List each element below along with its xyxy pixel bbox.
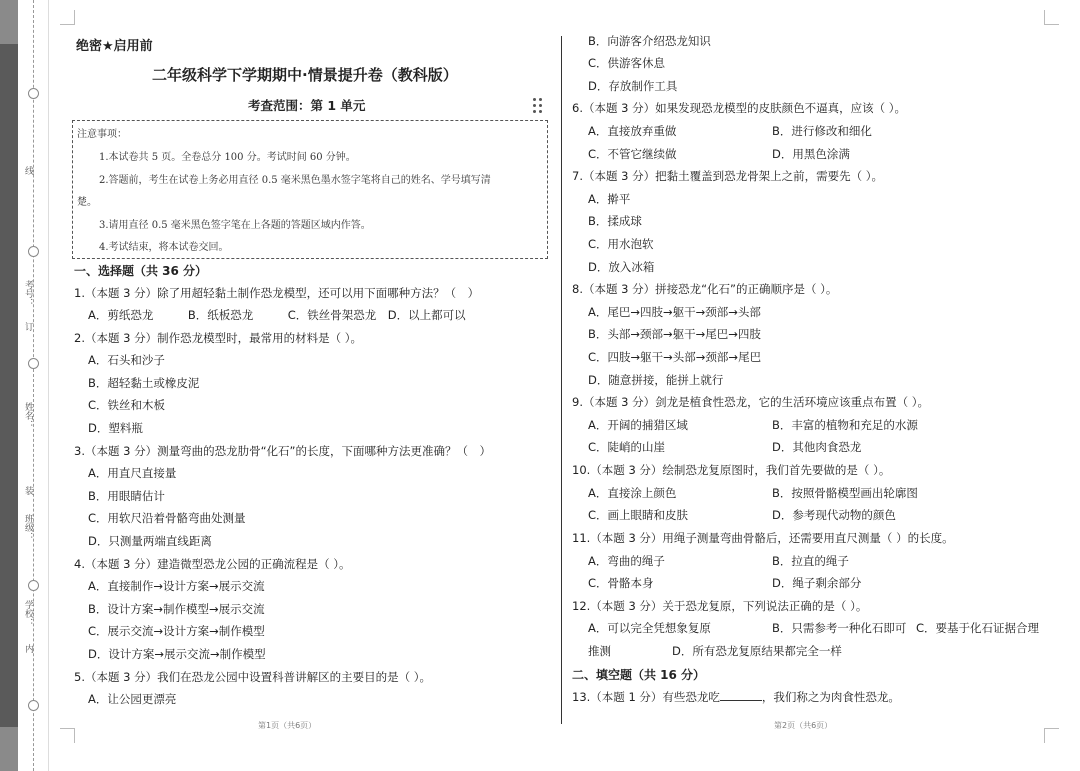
- question-option: D．随意拼接，能拼上就行: [588, 373, 724, 387]
- notice-item: 2.答题前，考生在试卷上务必用直径 0.5 毫米黑色墨水签字笔将自己的姓名、学号填写清: [99, 175, 491, 186]
- gutter-label-zhuang: 装: [23, 486, 33, 495]
- question-stem: 7.（本题 3 分）把黏土覆盖到恐龙骨架上之前，需要先（ ）。: [572, 169, 884, 183]
- question-option: C．要基于化石证据合理: [916, 621, 1040, 635]
- question-option: D．只测量两端直线距离: [88, 534, 212, 548]
- question-option: C．陡峭的山崖: [588, 440, 666, 454]
- question-option: C．四肢→躯干→头部→颈部→尾巴: [588, 350, 762, 364]
- question-option: A．直接涂上颜色: [588, 486, 677, 500]
- question-stem: 6.（本题 3 分）如果发现恐龙模型的皮肤颜色不逼真，应该（ ）。: [572, 101, 907, 115]
- viewer-side-strip-bottom: [0, 727, 18, 771]
- exam-title: 二年级科学下学期期中·情景提升卷（教科版）: [152, 66, 458, 84]
- gutter-label-class: 班级：: [23, 514, 33, 541]
- notice-box: [72, 120, 548, 259]
- section-heading-choice: 一、选择题（共 36 分）: [74, 264, 208, 278]
- question-option: C．用水泡软: [588, 237, 654, 251]
- question-option: B．用眼睛估计: [88, 489, 165, 503]
- question-option: A．弯曲的绳子: [588, 554, 665, 568]
- question-option: D．其他肉食恐龙: [772, 440, 862, 454]
- question-stem: 8.（本题 3 分）拼接恐龙“化石”的正确顺序是（ ）。: [572, 282, 838, 296]
- question-option: B．丰富的植物和充足的水源: [772, 418, 918, 432]
- question-option: C．骨骼本身: [588, 576, 654, 590]
- section-heading-fill: 二、填空题（共 16 分）: [572, 668, 706, 682]
- question-option: B．进行修改和细化: [772, 124, 872, 138]
- question-option: C．不管它继续做: [588, 147, 677, 161]
- exam-page: [48, 0, 1080, 771]
- binding-circle: [28, 700, 39, 711]
- question-option: A．剪纸恐龙 B．纸板恐龙 C．铁丝骨架恐龙 D．以上都可以: [88, 308, 466, 322]
- binding-circle: [28, 580, 39, 591]
- notice-item: 4.考试结束，将本试卷交回。: [99, 242, 229, 253]
- notice-item: 3.请用直径 0.5 毫米黑色签字笔在上各题的答题区域内作答。: [99, 220, 371, 231]
- question-option: C．展示交流→设计方案→制作模型: [88, 624, 265, 638]
- left-column: [48, 0, 558, 771]
- question-option: A．直接放弃重做: [588, 124, 677, 138]
- gutter-label-nei: 内: [23, 644, 33, 653]
- question-option: D．用黑色涂满: [772, 147, 850, 161]
- question-option: A．可以完全凭想象复原: [588, 621, 711, 635]
- question-stem: 12.（本题 3 分）关于恐龙复原，下列说法正确的是（ ）。: [572, 599, 868, 613]
- question-option: B．向游客介绍恐龙知识: [588, 34, 711, 48]
- question-option: D．设计方案→展示交流→制作模型: [88, 647, 266, 661]
- question-option: A．开阔的捕猎区域: [588, 418, 688, 432]
- right-column: [568, 0, 1074, 771]
- binding-gutter: [18, 0, 49, 771]
- fill-question-text: 13.（本题 1 分）有些恐龙吃: [572, 690, 720, 704]
- question-stem: 11.（本题 3 分）用绳子测量弯曲骨骼后，还需要用直尺测量（ ）的长度。: [572, 531, 954, 545]
- secret-mark: 绝密★启用前: [76, 39, 153, 54]
- gutter-label-exam-no: 考号：: [23, 280, 33, 307]
- question-stem: 1.（本题 3 分）除了用超轻黏土制作恐龙模型，还可以用下面哪种方法？（ ）: [74, 286, 480, 300]
- answer-blank[interactable]: [720, 690, 762, 701]
- question-option: D．绳子剩余部分: [772, 576, 862, 590]
- fill-question-text: ，我们称之为肉食性恐龙。: [761, 690, 900, 704]
- drag-handle-icon[interactable]: [533, 98, 545, 116]
- notice-item: 1.本试卷共 5 页。全卷总分 100 分。考试时间 60 分钟。: [99, 152, 356, 163]
- page-footer-left: 第1页（共6页）: [258, 721, 317, 730]
- fill-question: [572, 689, 900, 705]
- notice-heading: 注意事项：: [77, 129, 127, 140]
- notice-item: 楚。: [77, 197, 97, 208]
- question-option: C．画上眼睛和皮肤: [588, 508, 689, 522]
- question-stem: 5.（本题 3 分）我们在恐龙公园中设置科普讲解区的主要目的是（ ）。: [74, 670, 432, 684]
- viewer-side-strip-top: [0, 0, 18, 44]
- exam-scope: 考查范围：第 1 单元: [248, 98, 366, 113]
- question-option: B．只需参考一种化石即可: [772, 621, 907, 635]
- binding-circle: [28, 88, 39, 99]
- question-option: C．铁丝和木板: [88, 398, 166, 412]
- question-option: B．头部→颈部→躯干→尾巴→四肢: [588, 327, 761, 341]
- question-option: D．参考现代动物的颜色: [772, 508, 896, 522]
- binding-circle: [28, 246, 39, 257]
- question-stem: 4.（本题 3 分）建造微型恐龙公园的正确流程是（ ）。: [74, 557, 351, 571]
- question-option: B．拉直的绳子: [772, 554, 849, 568]
- question-option: B．超轻黏土或橡皮泥: [88, 376, 200, 390]
- question-stem: 9.（本题 3 分）剑龙是植食性恐龙，它的生活环境应该重点布置（ ）。: [572, 395, 930, 409]
- question-option: C．用软尺沿着骨骼弯曲处测量: [88, 511, 246, 525]
- question-option: A．直接制作→设计方案→展示交流: [88, 579, 265, 593]
- question-option: C．供游客休息: [588, 56, 666, 70]
- gutter-label-xian: 线: [23, 166, 33, 175]
- question-option: A．用直尺直接量: [88, 466, 177, 480]
- page-footer-right: 第2页（共6页）: [774, 721, 833, 730]
- viewer-side-strip: [0, 0, 18, 771]
- question-option: D．存放制作工具: [588, 79, 678, 93]
- question-option: B．设计方案→制作模型→展示交流: [88, 602, 265, 616]
- question-option-continued: 推测: [588, 644, 611, 658]
- question-option: B．揉成球: [588, 214, 642, 228]
- gutter-label-ding: 订: [23, 322, 33, 331]
- question-option: D．所有恐龙复原结果都完全一样: [672, 644, 842, 658]
- gutter-label-name: 姓名：: [23, 402, 33, 429]
- binding-circle: [28, 358, 39, 369]
- question-option: B．按照骨骼模型画出轮廓图: [772, 486, 918, 500]
- question-option: A．尾巴→四肢→躯干→颈部→头部: [588, 305, 761, 319]
- binding-dashed-line: [33, 0, 34, 771]
- question-option: A．让公园更漂亮: [88, 692, 177, 706]
- question-stem: 3.（本题 3 分）测量弯曲的恐龙肋骨“化石”的长度，下面哪种方法更准确？（ ）: [74, 444, 492, 458]
- gutter-label-school: 学校：: [23, 600, 33, 627]
- question-stem: 2.（本题 3 分）制作恐龙模型时，最常用的材料是（ ）。: [74, 331, 363, 345]
- question-option: D．放入冰箱: [588, 260, 655, 274]
- question-option: A．擀平: [588, 192, 631, 206]
- question-option: A．石头和沙子: [88, 353, 165, 367]
- column-divider: [561, 36, 562, 724]
- question-stem: 10.（本题 3 分）绘制恐龙复原图时，我们首先要做的是（ ）。: [572, 463, 891, 477]
- question-option: D．塑料瓶: [88, 421, 143, 435]
